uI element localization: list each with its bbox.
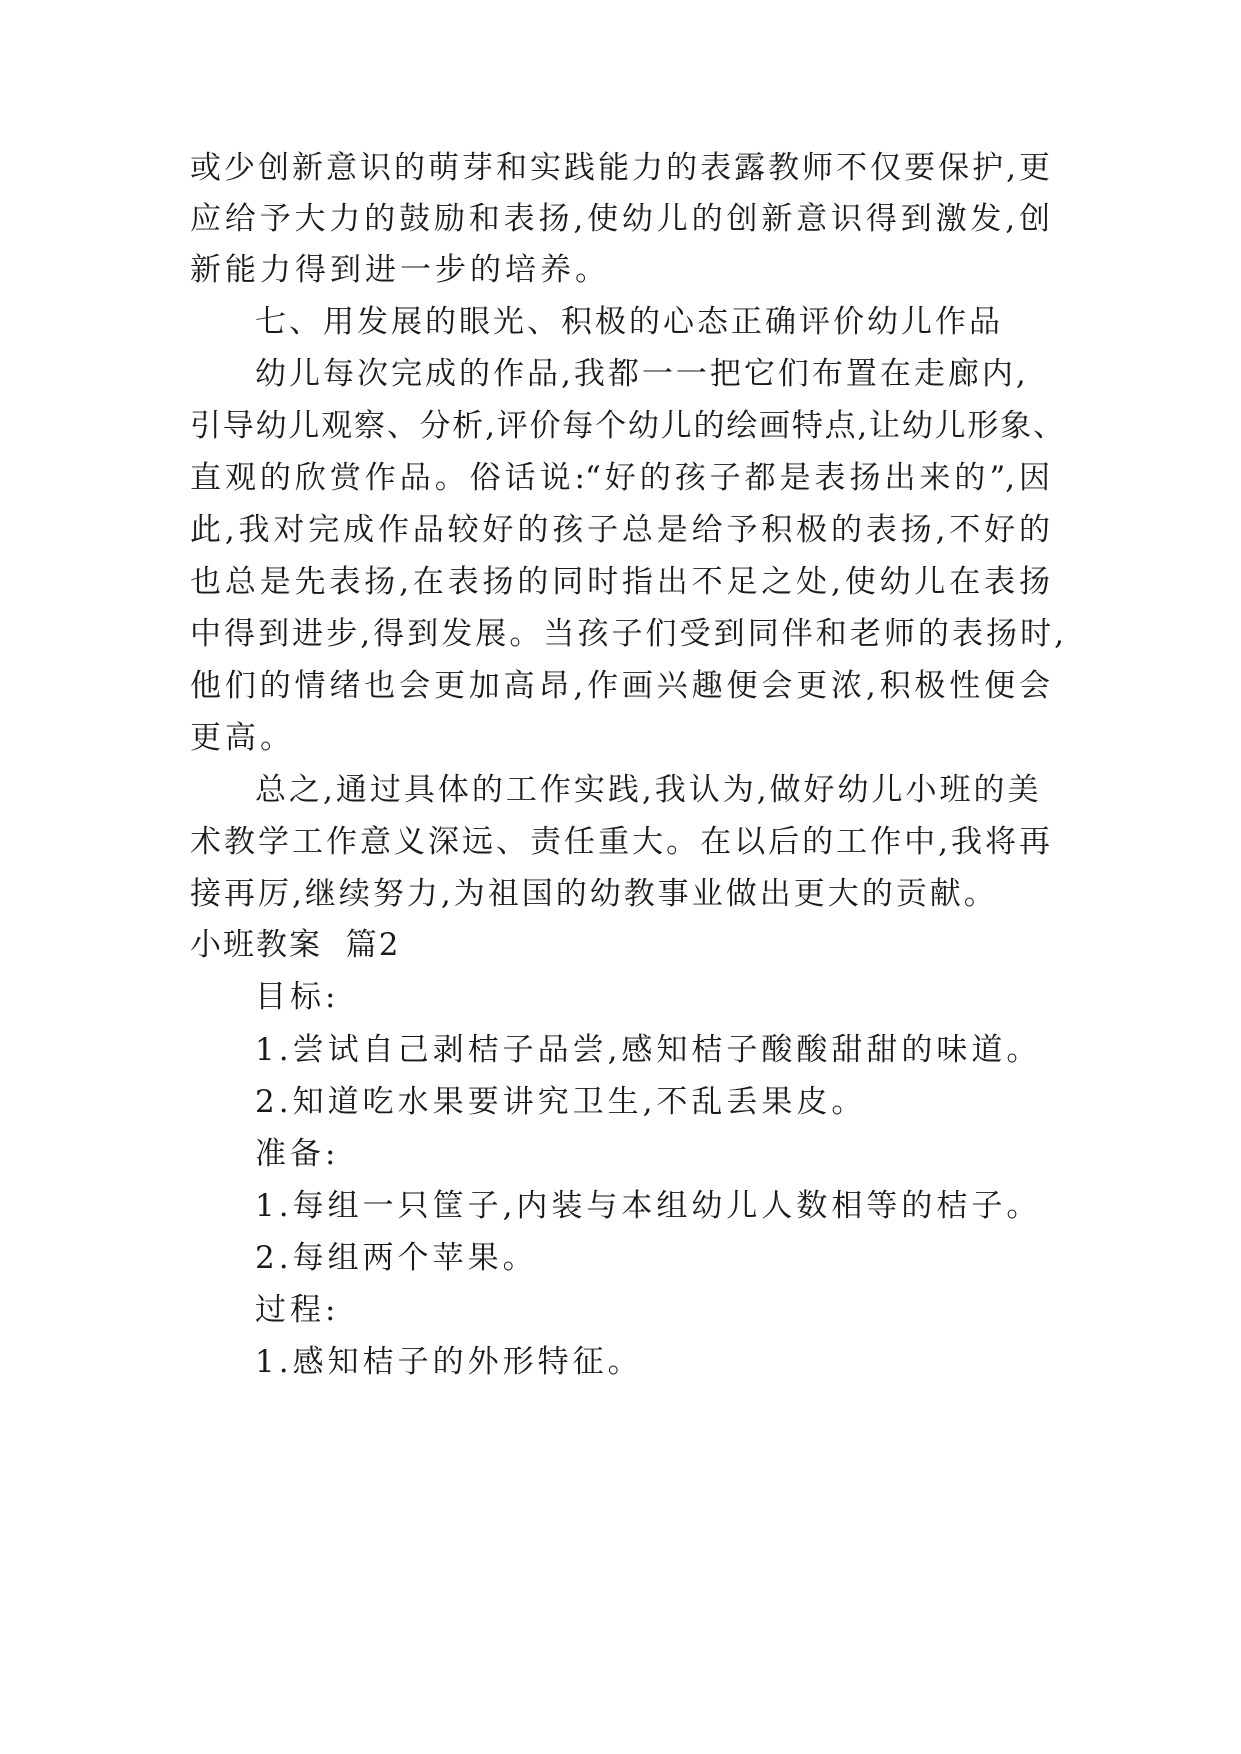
paragraph-line: 此,我对完成作品较好的孩子总是给予积极的表扬,不好的 [190,512,1050,548]
list-item: 2.每组两个苹果。 [255,1240,538,1276]
paragraph-line: 接再厉,继续努力,为祖国的幼教事业做出更大的贡献。 [190,876,998,912]
paragraph-line: 直观的欣赏作品。俗话说:“好的孩子都是表扬出来的”,因 [190,460,1050,496]
paragraph-line: 术教学工作意义深远、责任重大。在以后的工作中,我将再 [190,824,1050,860]
paragraph-line: 引导幼儿观察、分析,评价每个幼儿的绘画特点,让幼儿形象、 [190,408,1064,444]
paragraph-line: 中得到进步,得到发展。当孩子们受到同伴和老师的表扬时, [190,616,1064,652]
paragraph-line: 他们的情绪也会更加高昂,作画兴趣便会更浓,积极性便会 [190,668,1050,704]
paragraph-line: 也总是先表扬,在表扬的同时指出不足之处,使幼儿在表扬 [190,564,1050,600]
list-item: 1.感知桔子的外形特征。 [255,1344,643,1380]
section-title: 小班教案 篇2 [190,927,401,963]
paragraph-line: 新能力得到进一步的培养。 [190,252,610,288]
paragraph-line: 总之,通过具体的工作实践,我认为,做好幼儿小班的美 [255,772,1042,808]
list-item: 2.知道吃水果要讲究卫生,不乱丢果皮。 [255,1084,867,1120]
section-heading: 七、用发展的眼光、积极的心态正确评价幼儿作品 [255,304,1003,340]
goals-label: 目标: [255,979,340,1015]
paragraph-line: 更高。 [190,720,295,756]
process-label: 过程: [255,1292,340,1328]
paragraph-line: 应给予大力的鼓励和表扬,使幼儿的创新意识得到激发,创 [190,201,1050,237]
prep-label: 准备: [255,1136,340,1172]
list-item: 1.尝试自己剥桔子品尝,感知桔子酸酸甜甜的味道。 [255,1032,1042,1068]
paragraph-line: 幼儿每次完成的作品,我都一一把它们布置在走廊内, [255,356,1029,392]
paragraph-line: 或少创新意识的萌芽和实践能力的表露教师不仅要保护,更 [190,150,1050,186]
list-item: 1.每组一只筐子,内装与本组幼儿人数相等的桔子。 [255,1188,1042,1224]
